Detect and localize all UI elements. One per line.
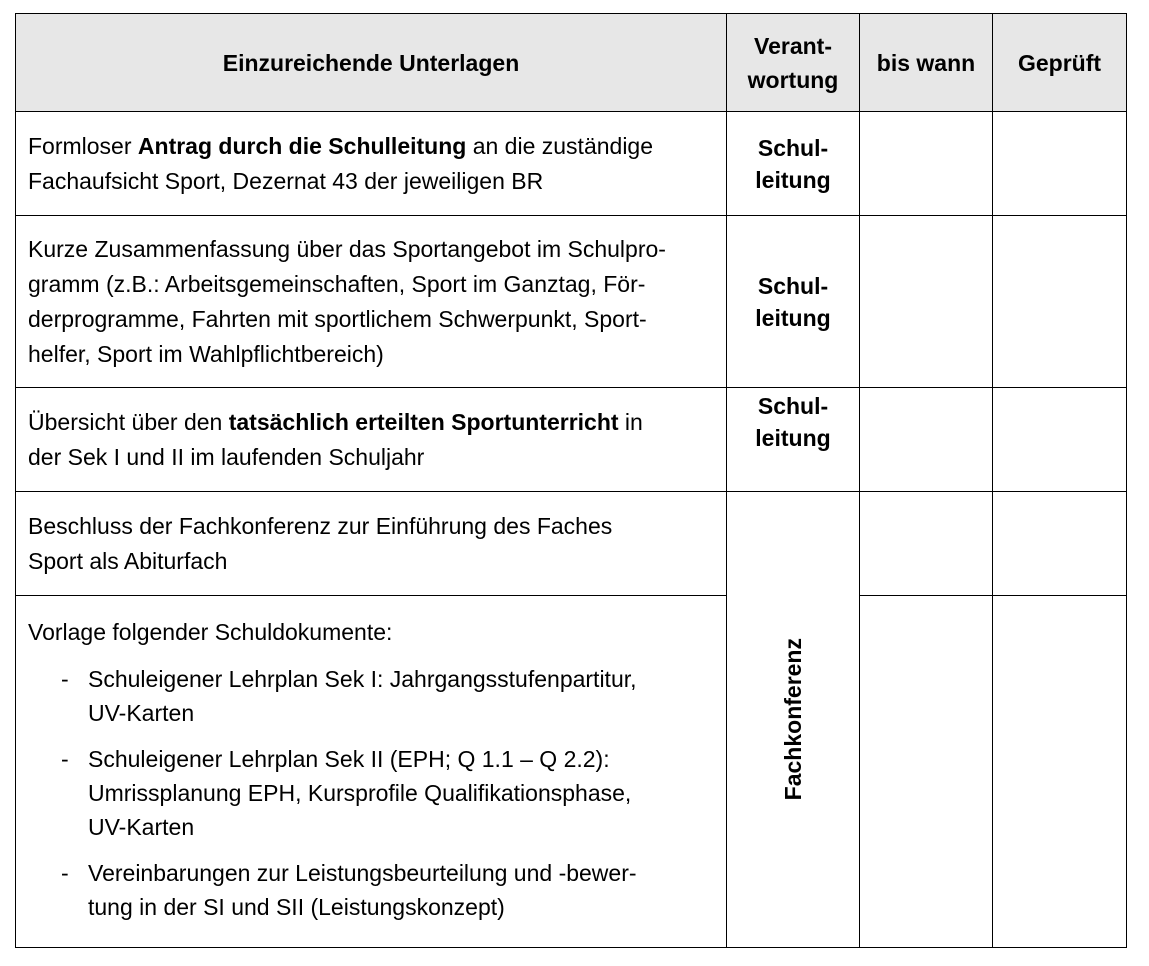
document-cell [16, 492, 727, 596]
row2-line3: derprogramme, Fahrten mit sportlichem Schwerpunkt, Sport- [28, 305, 647, 332]
checked-cell[interactable] [993, 388, 1127, 492]
responsibility-line1: Schul- [757, 393, 829, 419]
document-cell [16, 388, 727, 492]
row2-line1: Kurze Zusammenfassung über das Sportangebot im Schulpro- [28, 235, 666, 262]
checked-cell[interactable] [993, 492, 1127, 596]
row4-line1: Beschluss der Fachkonferenz zur Einführung des Faches [28, 512, 613, 539]
list-dash: - [61, 666, 69, 692]
deadline-cell[interactable] [860, 112, 993, 216]
list-item [28, 742, 726, 844]
responsibility-cell [727, 388, 860, 492]
responsibility-cell [727, 216, 860, 388]
header-responsibility [727, 14, 860, 112]
header-deadline: bis wann [860, 14, 993, 112]
row1-line1: Formloser Antrag durch die Schulleitung an die zuständige [28, 132, 654, 159]
responsibility-cell [727, 112, 860, 216]
requirements-table [15, 13, 1127, 948]
checked-cell[interactable] [993, 216, 1127, 388]
document-cell [16, 596, 727, 948]
deadline-cell[interactable] [860, 492, 993, 596]
header-responsibility-line1: Verant- [754, 32, 832, 59]
list-dash: - [61, 860, 69, 886]
document-cell [16, 216, 727, 388]
documents-list [28, 662, 726, 924]
header-documents: Einzureichende Unterlagen [16, 14, 727, 112]
row4-line2: Sport als Abiturfach [28, 547, 228, 574]
document-cell [16, 112, 727, 216]
deadline-cell[interactable] [860, 596, 993, 948]
header-responsibility-line2: wortung [747, 66, 839, 93]
deadline-cell[interactable] [860, 216, 993, 388]
row3-line1: Übersicht über den tatsächlich erteilten Sportunterricht in [28, 408, 643, 435]
list-item-line: UV-Karten [88, 814, 195, 840]
vertical-responsibility-label: Fachkonferenz [780, 638, 806, 801]
table-row [16, 596, 1127, 948]
table-row [16, 492, 1127, 596]
responsibility-line2: leitung [755, 425, 831, 451]
row3-line2: der Sek I und II im laufenden Schuljahr [28, 443, 425, 470]
checked-cell[interactable] [993, 112, 1127, 216]
row2-line4: helfer, Sport im Wahlpflichtbereich) [28, 340, 384, 367]
list-item-line: Vereinbarungen zur Leistungsbeurteilung und -bewer- [88, 860, 637, 886]
responsibility-line1: Schul- [757, 134, 829, 161]
responsibility-line2: leitung [755, 166, 831, 193]
list-item [28, 856, 726, 924]
responsibility-line1: Schul- [757, 272, 829, 299]
table-row [16, 216, 1127, 388]
table-row [16, 388, 1127, 492]
list-item-line: Schuleigener Lehrplan Sek I: Jahrgangsstufenpartitur, [88, 666, 637, 692]
responsibility-line2: leitung [755, 304, 831, 331]
documents-intro: Vorlage folgender Schuldokumente: [28, 619, 393, 645]
table-row [16, 112, 1127, 216]
checked-cell[interactable] [993, 596, 1127, 948]
responsibility-cell-merged [727, 492, 860, 948]
list-item [28, 662, 726, 730]
row2-line2: gramm (z.B.: Arbeitsgemeinschaften, Sport im Ganztag, För- [28, 270, 646, 297]
list-item-line: Schuleigener Lehrplan Sek II (EPH; Q 1.1 – Q 2.2): [88, 746, 610, 772]
row1-line2: Fachaufsicht Sport, Dezernat 43 der jeweiligen BR [28, 167, 544, 194]
header-checked: Geprüft [993, 14, 1127, 112]
list-item-line: UV-Karten [88, 700, 195, 726]
list-item-line: Umrissplanung EPH, Kursprofile Qualifikationsphase, [88, 780, 632, 806]
header-row [16, 14, 1127, 112]
deadline-cell[interactable] [860, 388, 993, 492]
list-item-line: tung in der SI und SII (Leistungskonzept) [88, 894, 505, 920]
list-dash: - [61, 746, 69, 772]
